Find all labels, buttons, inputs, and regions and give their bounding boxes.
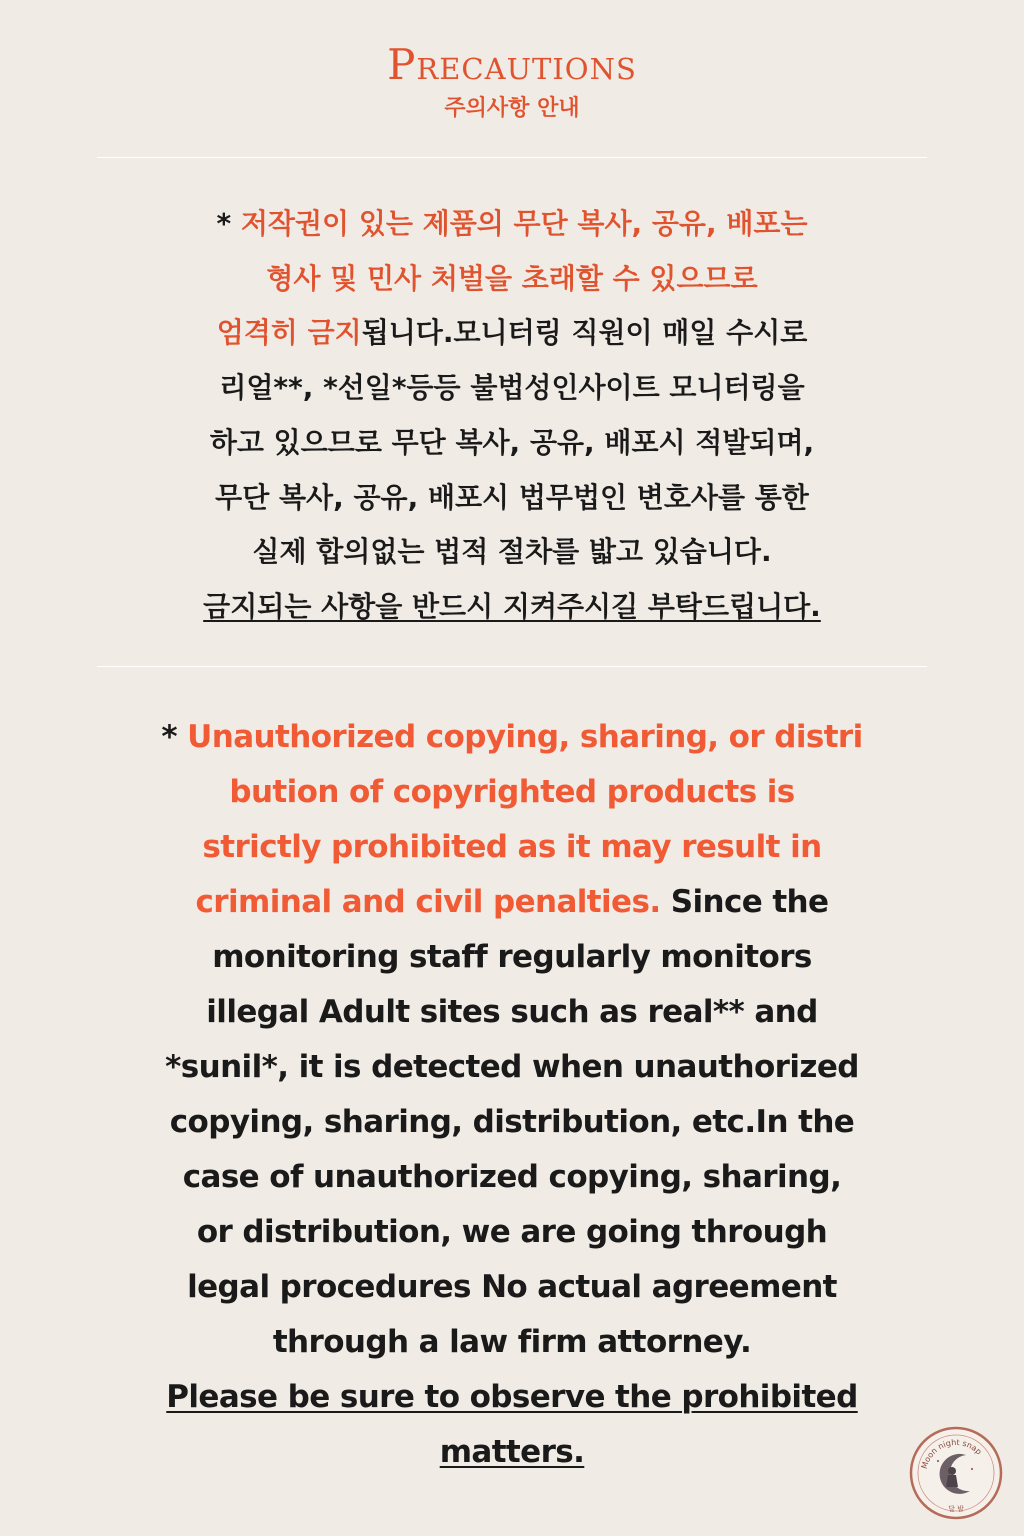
korean-underlined-request: 금지되는 사항을 반드시 지켜주시길 부탁드립니다. (203, 589, 821, 623)
korean-line-6: 무단 복사, 공유, 배포시 법무법인 변호사를 통한 (215, 480, 809, 514)
page-subtitle: 주의사항 안내 (444, 96, 580, 121)
moon-girl-logo-icon (908, 1425, 1004, 1521)
english-notice (60, 710, 964, 1480)
english-line-12: through a law firm attorney. (272, 1324, 752, 1360)
english-line-8: copying, sharing, distribution, etc.In the (169, 1104, 855, 1140)
korean-line-1 (60, 197, 964, 252)
korean-line-7: 실제 합의없는 법적 절차를 밟고 있습니다. (252, 535, 772, 569)
english-underlined-request-2: matters. (439, 1434, 585, 1470)
bullet: * (216, 207, 232, 240)
english-line-10: or distribution, we are going through (196, 1214, 828, 1250)
korean-line-3-rest: 됩니다.모니터링 직원이 매일 수시로 (361, 316, 808, 350)
english-line-5: monitoring staff regularly monitors (212, 939, 812, 975)
english-line-7: *sunil*, it is detected when unauthorized (165, 1049, 859, 1085)
english-warning-text: Unauthorized copying, sharing, or distri (187, 719, 863, 755)
english-line-1 (60, 710, 964, 765)
english-line-9: case of unauthorized copying, sharing, (182, 1159, 842, 1195)
page-header (0, 40, 1024, 124)
korean-warning-text: 저작권이 있는 제품의 무단 복사, 공유, 배포는 (240, 207, 808, 240)
divider-top (97, 157, 927, 158)
english-line-2: bution of copyrighted products is (229, 774, 795, 810)
english-line-3: strictly prohibited as it may result in (202, 829, 822, 865)
english-line-4 (60, 875, 964, 930)
english-line-4-rest: Since the (670, 884, 829, 920)
english-warning-end: criminal and civil penalties. (195, 884, 661, 920)
korean-line-5: 하고 있으므로 무단 복사, 공유, 배포시 적발되며, (209, 425, 815, 459)
divider-middle (97, 666, 927, 667)
seal-ring-text: Moon night snap (919, 1437, 984, 1470)
seal-bottom-text: 달 밤 (948, 1505, 964, 1513)
english-underlined-request-1: Please be sure to observe the prohibited (166, 1379, 858, 1415)
english-line-11: legal procedures No actual agreement (187, 1269, 837, 1305)
korean-line-4: 리얼**, *선일*등등 불법성인사이트 모니터링을 (219, 371, 805, 405)
korean-notice (60, 197, 964, 635)
english-line-6: illegal Adult sites such as real** and (206, 994, 818, 1030)
page-title: Precautions (387, 40, 637, 89)
bullet: * (161, 719, 177, 755)
korean-warning-end: 엄격히 금지 (216, 316, 362, 350)
moon-night-snap-seal (908, 1425, 1004, 1521)
korean-line-2: 형사 및 민사 처벌을 초래할 수 있으므로 (266, 261, 758, 295)
korean-line-3 (60, 306, 964, 361)
